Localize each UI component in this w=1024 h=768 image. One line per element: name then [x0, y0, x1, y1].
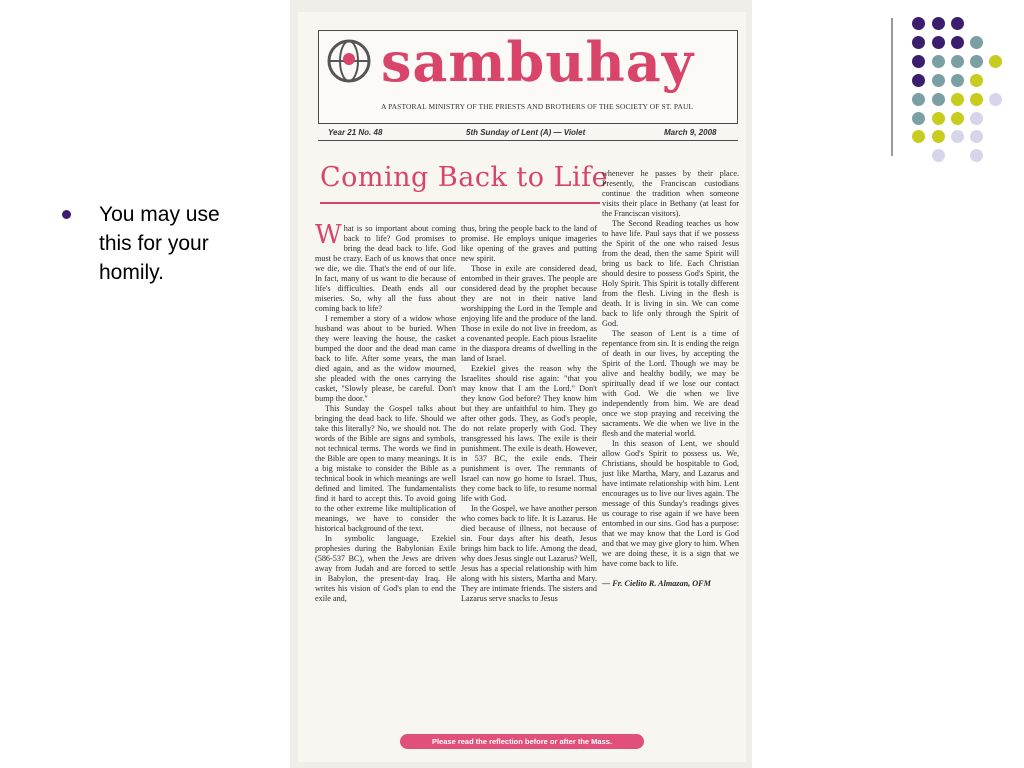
decor-dot-icon: [932, 17, 945, 30]
decor-dot-icon: [951, 112, 964, 125]
decor-dot-icon: [951, 17, 964, 30]
issue-date: March 9, 2008: [664, 128, 717, 137]
decor-dot-icon: [970, 36, 983, 49]
decor-dot-icon: [951, 93, 964, 106]
decor-dot-icon: [970, 93, 983, 106]
globe-logo-icon: [327, 39, 371, 83]
bullet-text: You may use this for your homily.: [99, 203, 220, 284]
column-paragraph: whenever he passes by their place. Presently, the Franciscan custodians continue the tradition when someone visits their place in Bethany (at least for the Franciscan visitors).: [602, 169, 739, 218]
article-column-3: [602, 169, 739, 732]
issue-bar: [318, 126, 738, 141]
newspaper-page: [298, 12, 746, 762]
decor-dot-icon: [912, 55, 925, 68]
decor-dot-icon: [912, 112, 925, 125]
decor-dot-icon: [951, 130, 964, 143]
decor-dot-icon: [932, 130, 945, 143]
decor-dot-icon: [912, 17, 925, 30]
decor-dot-icon: [970, 55, 983, 68]
liturgical-occasion: 5th Sunday of Lent (A) — Violet: [466, 128, 586, 137]
decor-dot-icon: [932, 149, 945, 162]
decor-dot-icon: [912, 93, 925, 106]
column-paragraph: The season of Lent is a time of repentance from sin. It is ending the reign of death in our lives, by accepting the Spirit of the Lord. Though we may be alive and healthy bodily, we may be spiritually dead if we lose our contact with God. We die when we live independently from him. We are dead once we stop praying and receiving the sacraments. We die when we live in the flesh and the material world.: [602, 329, 739, 438]
author-byline: — Fr. Cielito R. Almazan, OFM: [602, 579, 711, 588]
decor-dot-icon: [912, 36, 925, 49]
decor-dot-icon: [951, 55, 964, 68]
newspaper-scan: [290, 0, 752, 768]
decor-dot-icon: [970, 74, 983, 87]
article-column-1: [315, 220, 456, 732]
column-paragraph: In the Gospel, we have another person who comes back to life. It is Lazarus. He died because of illness, not because of sin. Four days after his death, Jesus brings him back to life. Among the dead, why does Jesus single out Lazarus? Well, Jesus has a special relationship with him along with his sisters, Martha and Mary. They are intimate friends. The sisters and Lazarus serve snacks to Jesus: [461, 504, 597, 603]
decor-dot-icon: [951, 74, 964, 87]
brand-name: sambuhay: [381, 30, 695, 94]
masthead: [318, 30, 738, 124]
issue-number: Year 21 No. 48: [328, 128, 383, 137]
decor-dot-icon: [912, 74, 925, 87]
article-column-2: [461, 224, 597, 732]
decor-dot-icon: [970, 112, 983, 125]
column-paragraph: Ezekiel gives the reason why the Israelites should rise again: "that you may know that I am the Lord." Don't they know God before? They know him but they are unfaithful to him. They go after other gods. They, as God's people, do not relate properly with God. They transgressed his laws. The exile is their punishment. The exile is death. However, in 537 BC, the exile ends. Their punishment is over. The remnants of Israel can now go home to Israel. Thus, they come back to life, to resume normal life with God.: [461, 364, 597, 503]
decor-dot-icon: [932, 36, 945, 49]
column-paragraph: thus, bring the people back to the land of promise. He employs unique imageries like opening of the graves and putting new spirit.: [461, 224, 597, 263]
column-paragraph: This Sunday the Gospel talks about bringing the dead back to life. Should we take this literally? No, we should not. The words of the Bible are signs and symbols, not technical terms. The words we find in the Bible are open to many meanings. It is a big mistake to consider the Bible as a technical book in which meanings are well defined and limited. The fundamentalists find it hard to accept this. To avoid going to the other extreme like multiplication of meanings, we have to consider the historical background of the text.: [315, 404, 456, 533]
decor-dot-icon: [970, 149, 983, 162]
decor-dot-icon: [951, 36, 964, 49]
headline-rule: [320, 202, 600, 204]
column-paragraph: What is so important about coming back to life? God promises to bring the dead back to life. God must be crazy. Each of us knows that once we die, we die. That's the end of our life. In fact, many of us want to die because of life's difficulties. Death ends all our miseries. So, why all the fuss about coming back to life?: [315, 220, 456, 313]
tagline: A PASTORAL MINISTRY OF THE PRIESTS AND BROTHERS OF THE SOCIETY OF ST. PAUL: [381, 102, 694, 111]
bullet-dot-icon: [62, 210, 71, 219]
column-paragraph: In symbolic language, Ezekiel prophesies during the Babylonian Exile (586-537 BC), when the Jews are driven away from Judah and are forced to settle in Babylon, the present-day Iraq. He writes his vision of God's plan to end the exile and,: [315, 534, 456, 603]
decor-dot-icon: [932, 112, 945, 125]
decor-dot-icon: [989, 55, 1002, 68]
column-paragraph: I remember a story of a widow whose husband was about to be buried. When they were leaving the house, the casket bumped the door and the dead man came back to life. After some years, the man died again, and as the widow mourned, she pleaded with the ones carrying the casket, "Slowly please, be careful. Don't bump the door.": [315, 314, 456, 403]
article-headline: Coming Back to Life: [320, 162, 609, 193]
bullet-point: [62, 200, 262, 287]
decor-dot-icon: [970, 130, 983, 143]
column-paragraph: The Second Reading teaches us how to have life. Paul says that if we possess the Spirit of the one who raised Jesus from the dead, then the same Spirit will bring us back to life. Each Christian should desire to possess God's Spirit, the Holy Spirit. This Spirit is totally different from the flesh. Living in the flesh is death. It is living in sin. We can come back to life only through the Spirit of God.: [602, 219, 739, 328]
decor-dot-icon: [932, 55, 945, 68]
decor-dot-icon: [989, 93, 1002, 106]
column-paragraph: In this season of Lent, we should allow God's Spirit to possess us. We, Christians, should be hospitable to God, just like Martha, Mary, and Lazarus and have intimate relationship with him. Lent encourages us to live our lives again. The message of this Sunday's readings gives us courage to rise again if we have been entombed in our sins. God has a purpose: that we may know that the Lord is God and that we may give glory to him. When we are doing these, it is a sign that we have come back to life.: [602, 439, 739, 568]
decor-dot-icon: [912, 130, 925, 143]
column-paragraph: Those in exile are considered dead, entombed in their graves. The people are considered dead by the prophet because they are not in their native land worshipping the Lord in the Temple and enjoying life and the produce of the land. Those in exile do not live in freedom, as a covenanted people. Each pious Israelite in the diaspora dreams of dwelling in the land of Israel.: [461, 264, 597, 363]
decorative-divider: [891, 18, 893, 156]
decor-dot-icon: [932, 74, 945, 87]
drop-cap: W: [315, 220, 342, 250]
decor-dot-icon: [932, 93, 945, 106]
footer-banner: Please read the reflection before or after the Mass.: [400, 734, 644, 749]
